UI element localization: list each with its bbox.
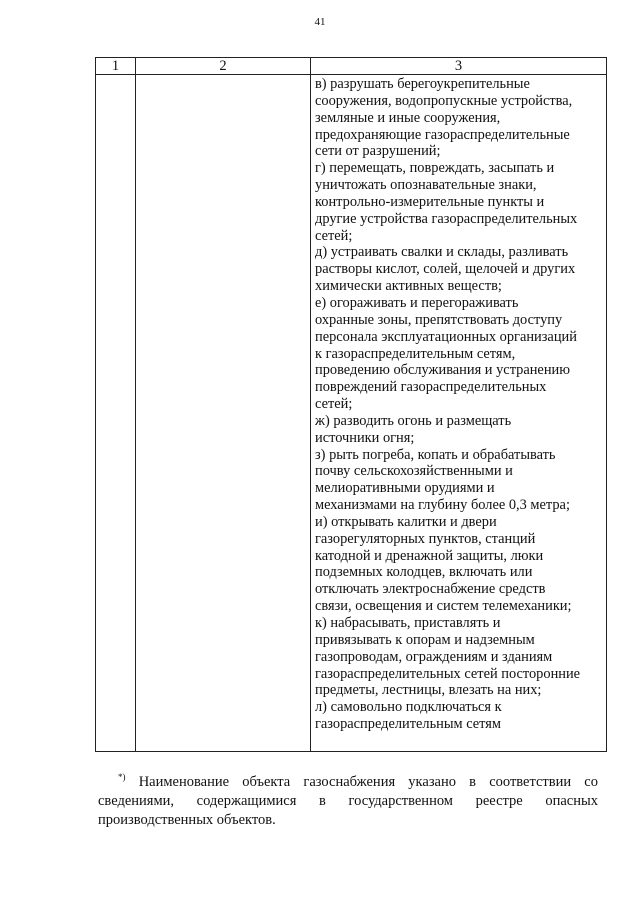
cell-text-line: другие устройства газораспределительных (315, 210, 578, 227)
cell-text-line: повреждений газораспределительных (315, 379, 547, 396)
cell-text-line: газораспределительным сетям (315, 716, 502, 733)
cell-text-line: мелиоративными орудиями и (315, 480, 495, 497)
cell-col-1 (96, 75, 136, 752)
restrictions-table (95, 57, 607, 752)
cell-text-line: к газораспределительным сетям, (315, 345, 516, 362)
table-row (96, 75, 607, 752)
cell-text-line: сооружения, водопропускные устройства, (315, 92, 573, 109)
footnote-line (98, 768, 598, 792)
cell-text-line: и) открывать калитки и двери (315, 513, 497, 530)
cell-text-line: сетей; (315, 227, 353, 244)
cell-text-line: г) перемещать, повреждать, засыпать и (315, 160, 555, 177)
cell-text-line: д) устраивать свалки и склады, разливать (315, 244, 569, 261)
cell-text-line: механизмами на глубину более 0,3 метра; (315, 497, 570, 514)
cell-text-line: к) набрасывать, приставлять и (315, 615, 501, 631)
cell-text-line: связи, освещения и систем телемеханики; (315, 598, 572, 615)
cell-text-line: сетей; (315, 396, 353, 413)
footnote-line: сведениями, содержащимися в государственном реестре опасных (98, 792, 598, 809)
cell-text-line: привязывать к опорам и надземным (315, 631, 535, 648)
cell-text-line: химически активных веществ; (315, 278, 502, 295)
cell-text-line: земляные и иные сооружения, (315, 109, 501, 126)
cell-text-line: газорегуляторных пунктов, станций (315, 530, 536, 547)
cell-text-line: почву сельскохозяйственными и (315, 463, 513, 480)
cell-text-line: ж) разводить огонь и размещать (315, 412, 512, 429)
footnote-text: Наименование объекта газоснабжения указано в соответствии со (138, 773, 598, 790)
cell-text-line: охранные зоны, препятствовать доступу (315, 311, 563, 328)
cell-text-line: отключать электроснабжение средств (315, 581, 546, 598)
cell-text-line: предохраняющие газораспределительные (315, 126, 570, 143)
footnote-marker: *) (118, 772, 126, 782)
cell-text-line: предметы, лестницы, влезать на них; (315, 682, 542, 699)
cell-text-line: контрольно-измерительные пункты и (315, 193, 545, 210)
header-col-3: 3 (311, 58, 607, 75)
cell-col-2 (136, 75, 311, 752)
header-col-2: 2 (136, 58, 311, 75)
cell-text-line: в) разрушать берегоукрепительные (315, 76, 530, 92)
cell-text-line: растворы кислот, солей, щелочей и других (315, 261, 576, 278)
cell-text-line: подземных колодцев, включать или (315, 564, 533, 581)
cell-text-line: газораспределительных сетей посторонние (315, 665, 581, 682)
table-header-row (96, 58, 607, 75)
page-number: 41 (314, 16, 326, 28)
cell-text-line: сети от разрушений; (315, 143, 441, 160)
footnote-line: производственных объектов. (98, 811, 276, 828)
cell-text-line: газопроводам, ограждениям и зданиям (315, 648, 553, 665)
header-col-1: 1 (96, 58, 136, 75)
cell-text-line: е) огораживать и перегораживать (315, 294, 519, 311)
cell-text-line: з) рыть погреба, копать и обрабатывать (315, 446, 556, 463)
footnote (98, 768, 598, 830)
cell-text-line: катодной и дренажной защиты, люки (315, 547, 544, 564)
cell-text-line: персонала эксплуатационных организаций (315, 328, 577, 345)
cell-text-line: л) самовольно подключаться к (315, 699, 502, 716)
cell-text-line: проведению обслуживания и устранению (315, 362, 570, 379)
cell-text-line: источники огня; (315, 429, 415, 446)
cell-text-line: уничтожать опознавательные знаки, (315, 177, 537, 194)
cell-col-3 (311, 75, 607, 752)
